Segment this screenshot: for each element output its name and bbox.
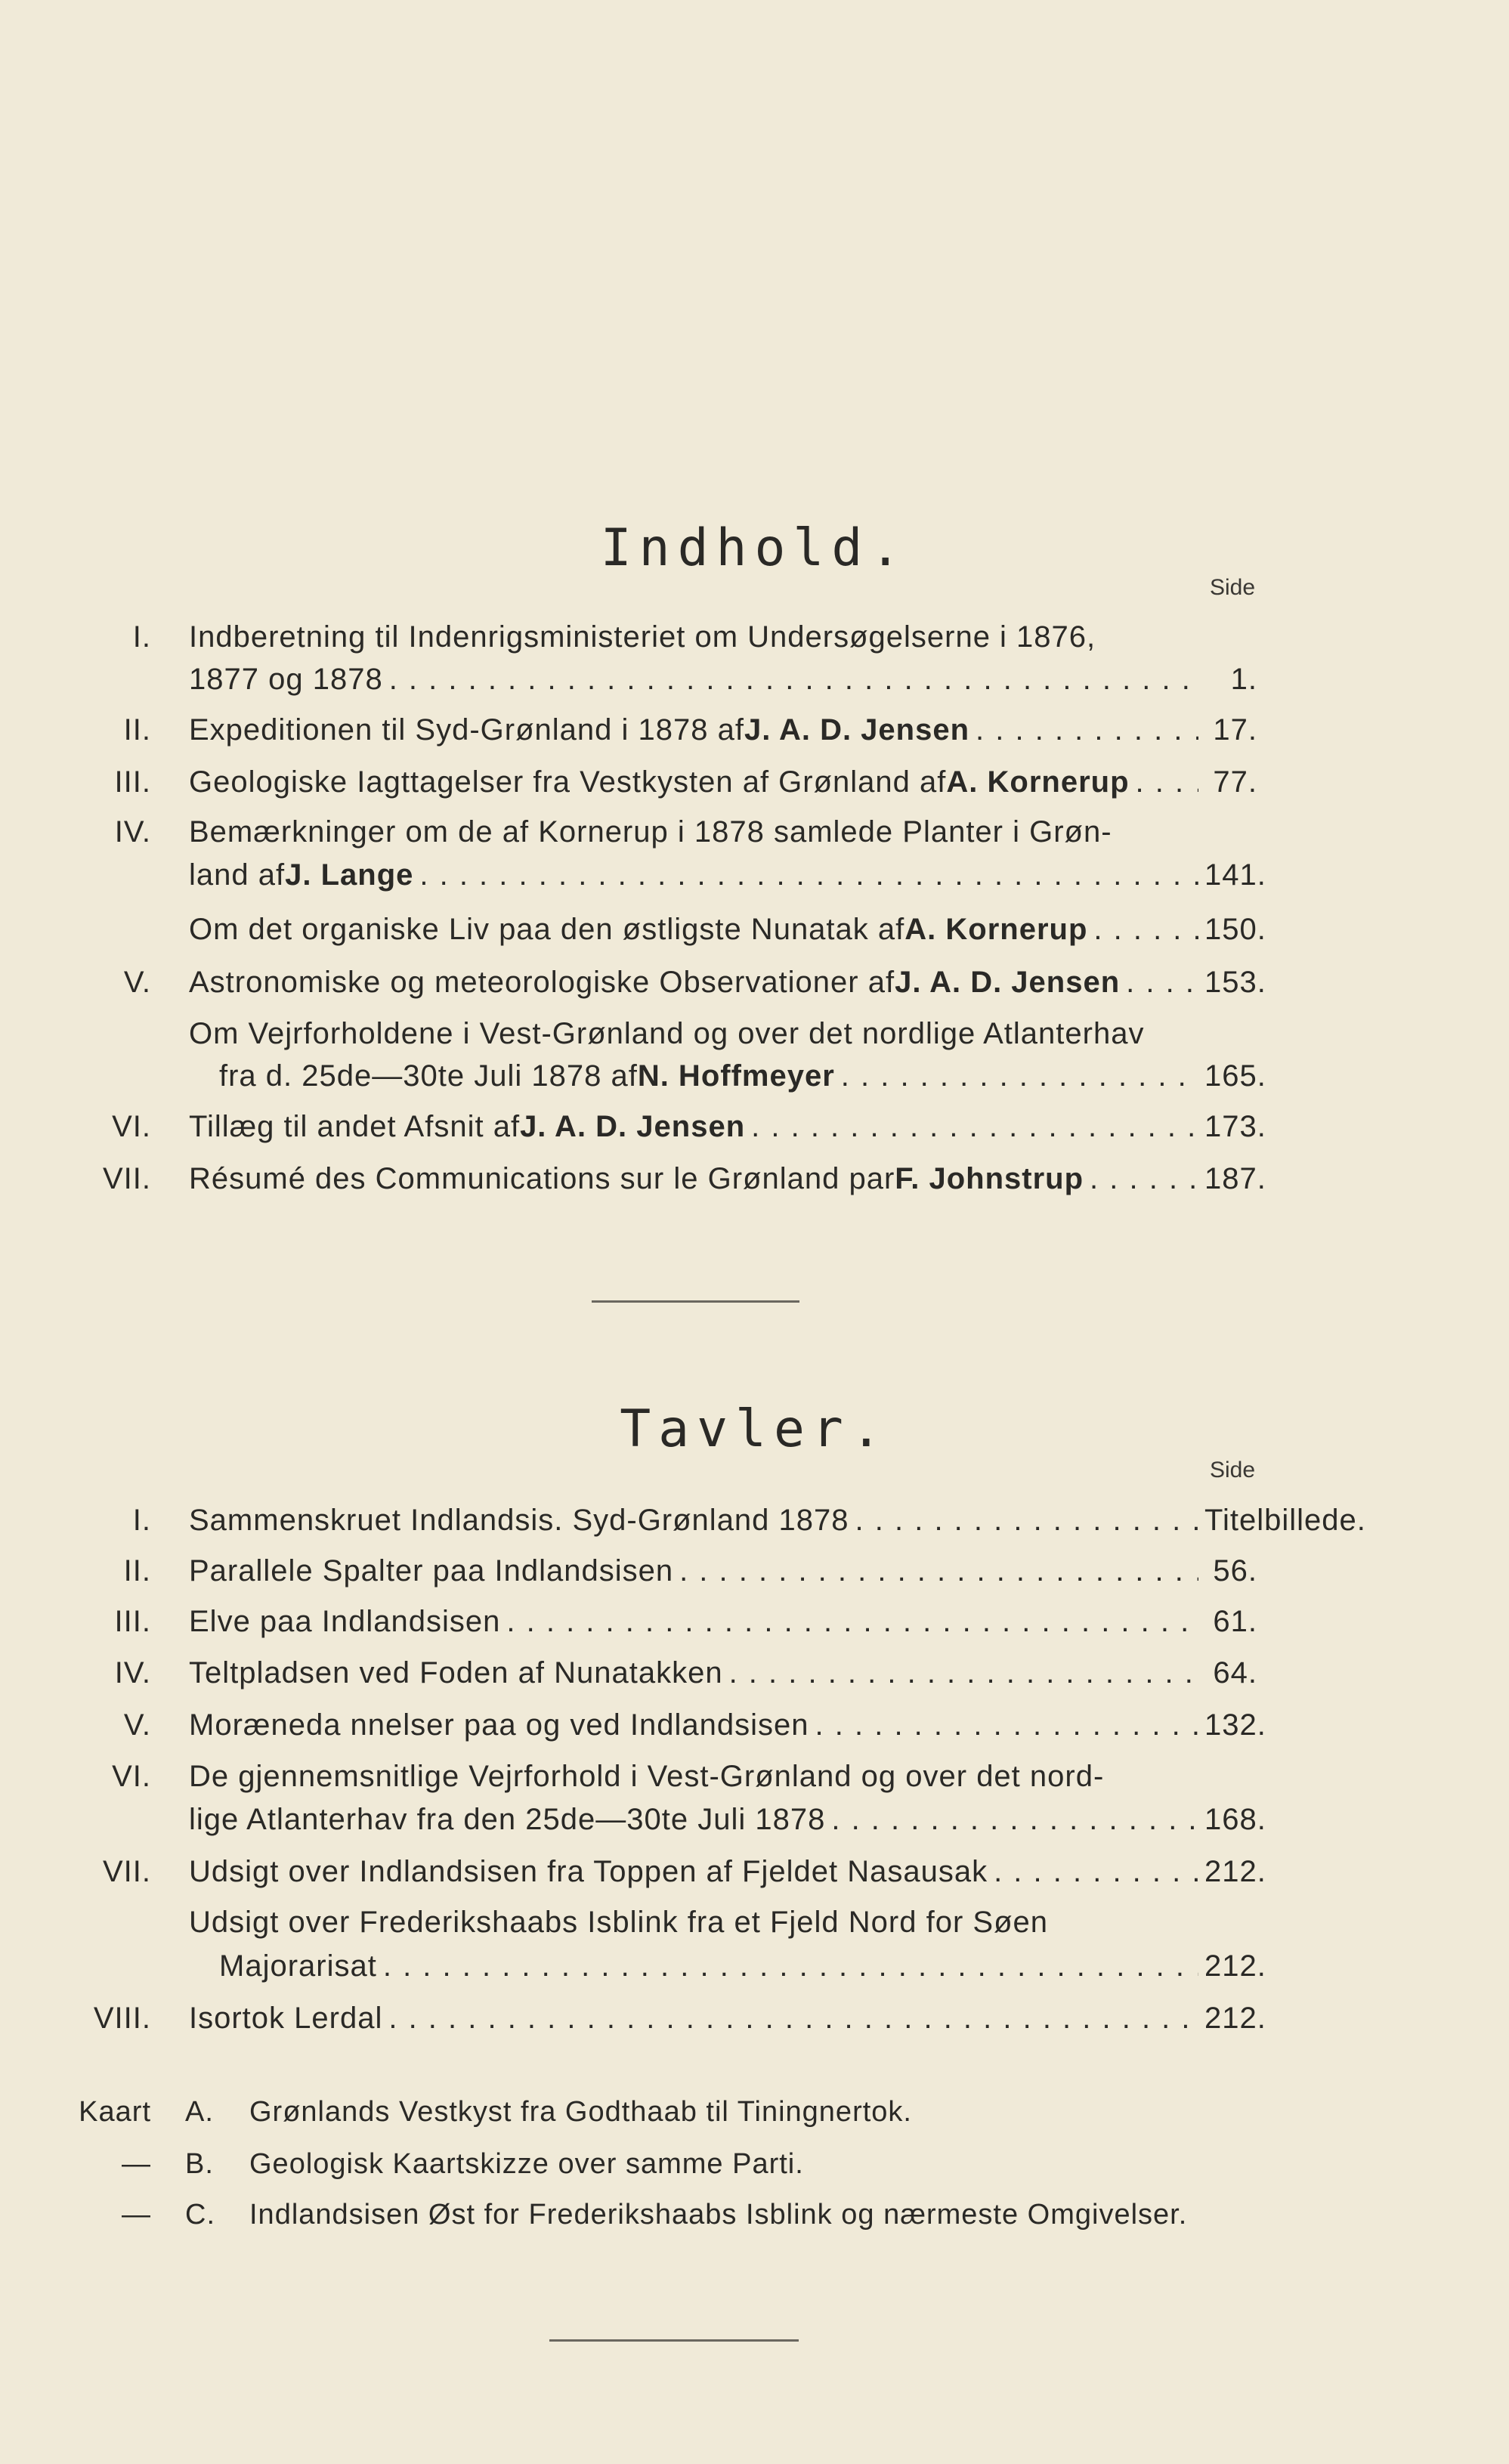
entry-title: Om Vejrforholdene i Vest-Grønland og over det nordlige Atlanterhav — [189, 1017, 1145, 1050]
entry-number: V. — [123, 966, 151, 999]
entry-number: VI. — [112, 1760, 151, 1793]
contents-entry — [0, 757, 1509, 807]
dot-leader — [976, 705, 1198, 755]
dot-leader — [1126, 957, 1198, 1007]
dot-leader — [815, 1700, 1198, 1750]
dot-leader — [751, 1102, 1198, 1152]
entry-page: 187. — [1204, 1162, 1266, 1195]
contents-entry — [0, 1051, 1509, 1101]
map-entry — [0, 2190, 1509, 2240]
entry-number: IV. — [114, 1656, 151, 1690]
entry-page: 168. — [1204, 1803, 1266, 1836]
entry-title: Udsigt over Frederikshaabs Isblink fra et Fjeld Nord for Søen — [189, 1906, 1048, 1939]
section-divider — [549, 2339, 799, 2342]
entry-number: VIII. — [93, 2002, 151, 2035]
entry-title: Udsigt over Indlandsisen fra Toppen af Fjeldet Nasausak — [189, 1855, 988, 1888]
dot-leader — [855, 1495, 1198, 1545]
dot-leader — [1093, 904, 1198, 954]
entry-author: A. Kornerup — [904, 913, 1088, 946]
entry-title: Résumé des Communications sur le Grønland par — [189, 1162, 895, 1195]
plate-entry — [0, 1597, 1509, 1646]
plates-side-label: Side — [1209, 1458, 1255, 1482]
entry-page: 17. — [1213, 713, 1257, 747]
entry-title: Om det organiske Liv paa den østligste Nunatak af — [189, 913, 905, 946]
entry-title: Teltpladsen ved Foden af Nunatakken — [189, 1656, 723, 1690]
entry-author: J. A. D. Jensen — [895, 966, 1121, 999]
entry-page: 1. — [1230, 663, 1257, 696]
entry-title: Parallele Spalter paa Indlandsisen — [189, 1554, 674, 1588]
map-letter: B. — [185, 2148, 214, 2180]
dot-leader — [994, 1847, 1198, 1897]
entry-author: F. Johnstrup — [895, 1162, 1084, 1195]
plates-heading: Tavler. — [620, 1399, 889, 1459]
entry-title: Bemærkninger om de af Kornerup i 1878 samlede Planter i Grøn- — [189, 815, 1112, 849]
map-letter: A. — [185, 2096, 214, 2128]
entry-page: 77. — [1213, 765, 1257, 799]
entry-page: 56. — [1213, 1554, 1257, 1588]
contents-entry — [0, 1154, 1509, 1204]
entry-author: A. Kornerup — [946, 765, 1130, 799]
entry-page: 141. — [1204, 858, 1266, 892]
entry-page: 132. — [1204, 1708, 1266, 1742]
entry-title: Sammenskruet Indlandsis. Syd-Grønland 1878 — [189, 1504, 849, 1537]
entry-number: VII. — [102, 1162, 151, 1195]
plate-entry — [0, 1897, 1509, 1947]
entry-title: land af — [189, 858, 286, 892]
entry-author: J. Lange — [285, 858, 414, 892]
entry-number: II. — [123, 1554, 151, 1588]
entry-title: 1877 og 1878 — [189, 663, 383, 696]
entry-number: I. — [132, 620, 151, 654]
map-entry — [0, 2087, 1509, 2137]
entry-title: De gjennemsnitlige Vejrforhold i Vest-Grønland og over det nord- — [189, 1760, 1105, 1793]
entry-page: 64. — [1213, 1656, 1257, 1690]
dot-leader — [1090, 1154, 1198, 1204]
entry-page: 212. — [1204, 2002, 1266, 2035]
entry-number: III. — [114, 765, 151, 799]
entry-number: VII. — [102, 1855, 151, 1888]
contents-entry — [0, 850, 1509, 900]
entry-number: IV. — [114, 815, 151, 849]
plate-entry — [0, 1546, 1509, 1596]
dot-leader — [831, 1795, 1198, 1844]
entry-title: Majorarisat — [219, 1949, 377, 1983]
plate-entry — [0, 1847, 1509, 1897]
entry-title: Indberetning til Indenrigsministeriet om Undersøgelserne i 1876, — [189, 620, 1096, 654]
dot-leader — [419, 850, 1198, 900]
plate-entry — [0, 1993, 1509, 2043]
entry-page: 212. — [1204, 1855, 1266, 1888]
entry-title: Isortok Lerdal — [189, 2002, 383, 2035]
dot-leader — [1136, 757, 1198, 807]
entry-title: Astronomiske og meteorologiske Observationer af — [189, 966, 895, 999]
map-prefix: — — [122, 2148, 151, 2180]
contents-entry — [0, 654, 1509, 704]
entry-author: J. A. D. Jensen — [520, 1110, 746, 1143]
map-prefix: Kaart — [79, 2096, 151, 2128]
plate-entry — [0, 1495, 1509, 1545]
dot-leader — [841, 1051, 1198, 1101]
contents-entry — [0, 904, 1509, 954]
entry-number: III. — [114, 1605, 151, 1638]
map-title: Grønlands Vestkyst fra Godthaab til Tiningnertok. — [249, 2096, 912, 2128]
entry-title: Geologiske Iagttagelser fra Vestkysten af Grønland af — [189, 765, 947, 799]
plate-entry — [0, 1648, 1509, 1698]
plate-entry — [0, 1941, 1509, 1991]
entry-page: Titelbillede. — [1204, 1504, 1366, 1537]
contents-entry — [0, 1102, 1509, 1152]
contents-entry — [0, 957, 1509, 1007]
dot-leader — [679, 1546, 1198, 1596]
contents-entry — [0, 705, 1509, 755]
entry-number: I. — [132, 1504, 151, 1537]
contents-side-label: Side — [1209, 575, 1255, 600]
entry-page: 153. — [1204, 966, 1266, 999]
contents-heading: Indhold. — [600, 518, 909, 578]
map-title: Geologisk Kaartskizze over samme Parti. — [249, 2148, 804, 2180]
section-divider — [592, 1300, 799, 1303]
entry-title: Expeditionen til Syd-Grønland i 1878 af — [189, 713, 744, 747]
map-title: Indlandsisen Øst for Frederikshaabs Isblink og nærmeste Omgivelser. — [249, 2199, 1188, 2231]
entry-page: 212. — [1204, 1949, 1266, 1983]
map-entry — [0, 2139, 1509, 2189]
entry-page: 173. — [1204, 1110, 1266, 1143]
entry-number: VI. — [112, 1110, 151, 1143]
dot-leader — [383, 1941, 1198, 1991]
plate-entry — [0, 1795, 1509, 1844]
entry-page: 150. — [1204, 913, 1266, 946]
map-prefix: — — [122, 2199, 151, 2231]
entry-number: V. — [123, 1708, 151, 1742]
entry-page: 61. — [1213, 1605, 1257, 1638]
dot-leader — [389, 654, 1198, 704]
dot-leader — [729, 1648, 1198, 1698]
entry-author: N. Hoffmeyer — [637, 1059, 835, 1093]
map-letter: C. — [185, 2199, 215, 2231]
entry-title: Tillæg til andet Afsnit af — [189, 1110, 521, 1143]
entry-title: fra d. 25de—30te Juli 1878 af — [219, 1059, 638, 1093]
dot-leader — [388, 1993, 1198, 2043]
entry-page: 165. — [1204, 1059, 1266, 1093]
entry-title: Moræneda nnelser paa og ved Indlandsisen — [189, 1708, 809, 1742]
entry-title: lige Atlanterhav fra den 25de—30te Juli 1878 — [189, 1803, 826, 1836]
entry-number: II. — [123, 713, 151, 747]
entry-title: Elve paa Indlandsisen — [189, 1605, 501, 1638]
dot-leader — [506, 1597, 1198, 1646]
plate-entry — [0, 1700, 1509, 1750]
entry-author: J. A. D. Jensen — [744, 713, 970, 747]
